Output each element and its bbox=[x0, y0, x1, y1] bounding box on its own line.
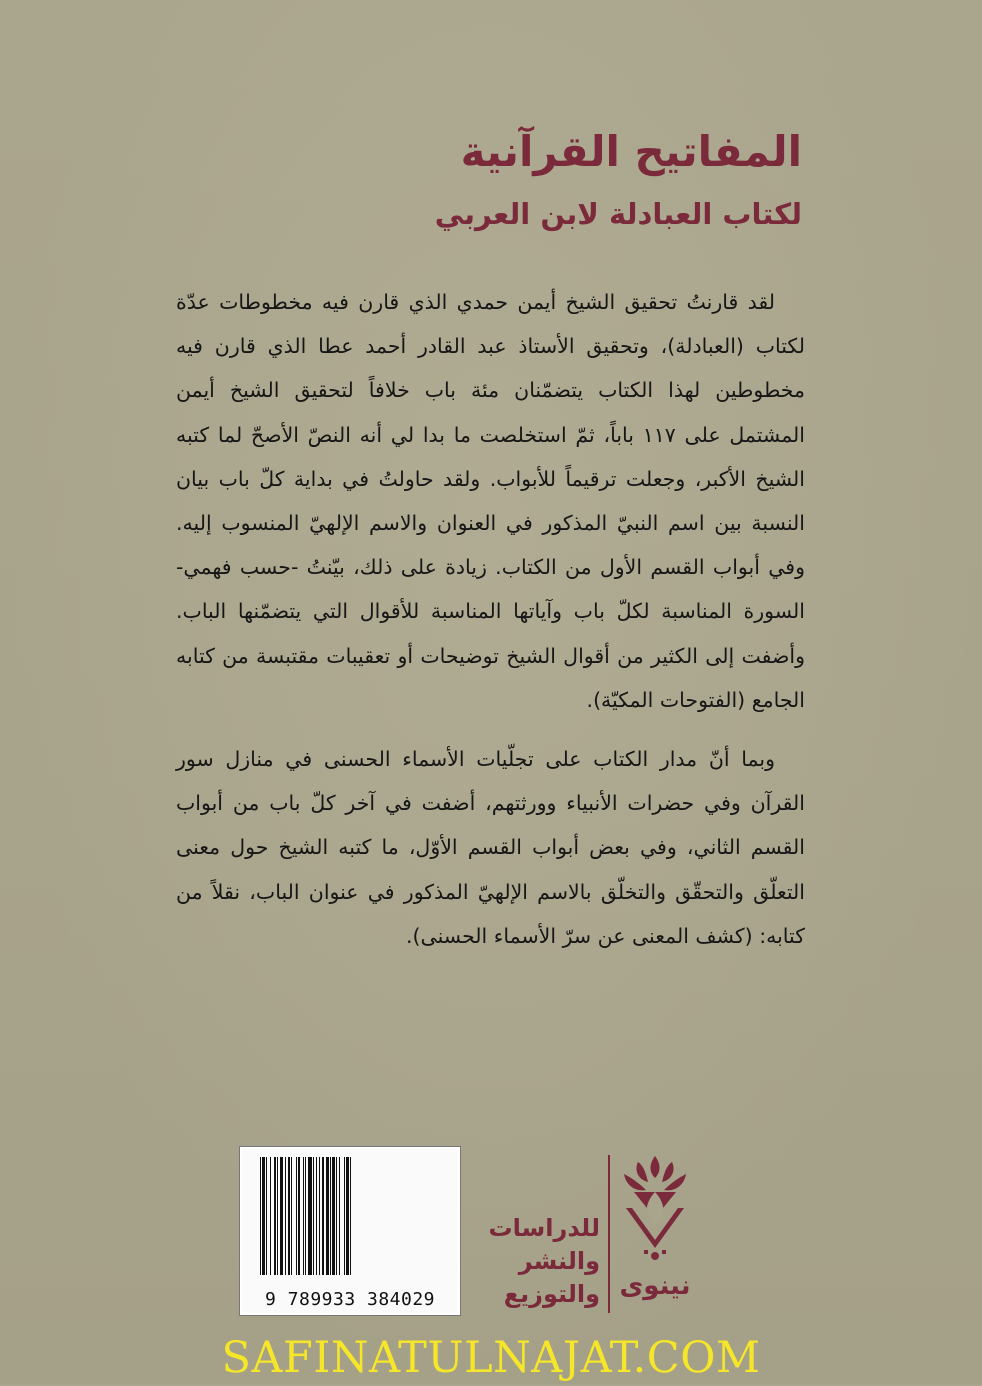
barcode-stripe bbox=[305, 1157, 306, 1275]
publisher-tagline bbox=[478, 1212, 600, 1311]
barcode-stripe bbox=[298, 1157, 300, 1275]
barcode-stripe bbox=[350, 1157, 351, 1275]
barcode-stripe bbox=[326, 1157, 329, 1275]
barcode-stripe bbox=[330, 1157, 331, 1275]
book-subtitle: لكتاب العبادلة لابن العربي bbox=[434, 197, 802, 231]
barcode-stripe bbox=[319, 1157, 320, 1275]
barcode-stripe bbox=[313, 1157, 314, 1275]
barcode-stripe bbox=[266, 1157, 267, 1275]
publisher-line-2: والنشر bbox=[518, 1247, 600, 1275]
barcode-stripe bbox=[270, 1157, 271, 1275]
barcode-stripe bbox=[262, 1157, 264, 1275]
barcode-stripe bbox=[280, 1157, 283, 1275]
barcode-bars bbox=[260, 1157, 444, 1275]
barcode-stripe bbox=[346, 1157, 348, 1275]
publisher-logo-icon bbox=[616, 1152, 694, 1272]
publisher-line-1: للدراسات bbox=[488, 1214, 600, 1242]
barcode-stripe bbox=[288, 1157, 290, 1275]
barcode-stripe bbox=[277, 1157, 278, 1275]
barcode-stripe bbox=[308, 1157, 311, 1275]
book-title: المفاتيح القرآنية bbox=[460, 127, 802, 176]
barcode-stripe bbox=[303, 1157, 304, 1275]
barcode-stripe bbox=[291, 1157, 292, 1275]
barcode-stripe bbox=[285, 1157, 286, 1275]
cover-blurb bbox=[176, 280, 805, 958]
publisher-divider bbox=[608, 1155, 610, 1313]
barcode-stripe bbox=[260, 1157, 261, 1275]
publisher-line-3: والتوزيع bbox=[503, 1280, 600, 1308]
barcode-stripe bbox=[339, 1157, 340, 1275]
publisher-name: نينوى bbox=[619, 1271, 691, 1301]
barcode-stripe bbox=[344, 1157, 345, 1275]
barcode-stripe bbox=[332, 1157, 334, 1275]
isbn-number: 9 789933 384029 bbox=[264, 1289, 436, 1310]
barcode-stripe bbox=[296, 1157, 297, 1275]
website-watermark: SAFINATULNAJAT.COM bbox=[221, 1333, 761, 1383]
isbn-barcode bbox=[240, 1147, 460, 1315]
blurb-paragraph-1: لقد قارنتُ تحقيق الشيخ أيمن حمدي الذي قارن فيه مخطوطات عدّة لكتاب (العبادلة)، وتحقيق الأستاذ عبد القادر أحمد عطا الذي قارن فيه مخطوطين لهذا الكتاب يتضمّنان مئة باب خلافاً لتحقيق الشيخ أيمن المشتمل على ١١٧ باباً، ثمّ استخلصت ما بدا لي أنه النصّ الأصحّ لما كتبه الشيخ الأكبر، وجعلت ترقيماً للأبواب. ولقد حاولتُ في بداية كلّ باب بيان النسبة بين اسم النبيّ المذكور في العنوان والاسم الإلهيّ المنسوب إليه. وفي أبواب القسم الأول من الكتاب. زيادة على ذلك، بيّنتُ -حسب فهمي- السورة المناسبة لكلّ باب وآياتها المناسبة للأقوال التي يتضمّنها الباب. وأضفت إلى الكثير من أقوال الشيخ توضيحات أو تعقيبات مقتبسة من كتابه الجامع (الفتوحات المكيّة). bbox=[176, 290, 805, 712]
barcode-stripe bbox=[322, 1157, 324, 1275]
blurb-paragraph-2: وبما أنّ مدار الكتاب على تجلّيات الأسماء الحسنى في منازل سور القرآن وفي حضرات الأنبياء وورثتهم، أضفت في آخر كلّ باب من أبواب القسم الثاني، وفي بعض أبواب القسم الأوّل، ما كتبه الشيخ حول معنى التعلّق والتحقّق والتخلّق بالاسم الإلهيّ المذكور في عنوان الباب، نقلاً من كتابه: (كشف المعنى عن سرّ الأسماء الحسنى). bbox=[176, 747, 805, 948]
barcode-stripe bbox=[274, 1157, 276, 1275]
barcode-stripe bbox=[336, 1157, 337, 1275]
barcode-stripe bbox=[316, 1157, 317, 1275]
